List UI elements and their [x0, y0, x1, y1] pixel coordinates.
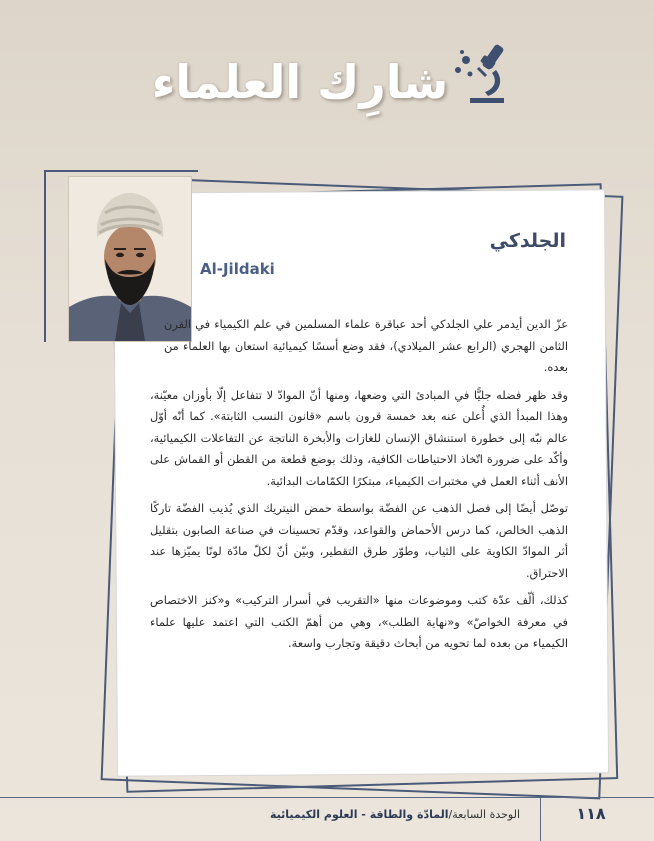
microscope-icon: [448, 38, 520, 110]
page-title: شارِك العلماء: [151, 55, 449, 109]
paragraph: كذلك، ألّف عدّة كتب وموضوعات منها «التقريب في أسرار التركيب» و«كنز الاختصاص في معرفة الخواصّ» و«نهاية الطلب»، وهي من أهمّ الكتب التي اعتمد عليها علماء الكيمياء من بعده لما تحويه من أبحاث دقيقة وتجارب واسعة.: [150, 593, 568, 650]
footer-unit: الوحدة السابعة/: [448, 808, 520, 821]
footer-divider: [0, 797, 654, 798]
page-number: ١١٨: [576, 804, 606, 823]
footer-subject: المادّة والطاقة - العلوم الكيميائية: [270, 808, 449, 821]
footer-breadcrumb: [40, 808, 520, 821]
biography-text: [150, 314, 568, 661]
scientist-name-english: Al-Jildaki: [200, 260, 275, 278]
scientist-name-arabic: الجلدكي: [489, 230, 566, 252]
paragraph: توصّل أيضًا إلى فصل الذهب عن الفضّة بواسطة حمض النيتريك الذي يُذيب الفضّة تاركًا الذهب الخالص، كما درس الأحماض والقواعد، وقدّم تحسينات في صناعة الصابون بتقليل أثر الموادّ الكاوية على الثياب، وطوّر طرق التقطير، وبيّن أنّ لكلّ مادّة لونًا يميّزها عند الاحتراق.: [150, 501, 568, 580]
footer-separator: [540, 797, 541, 841]
paragraph: عزّ الدين أيدمر علي الجلدكي أحد عباقرة علماء المسلمين في علم الكيمياء في القرن الثامن الهجري (الرابع عشر الميلادي)، فقد وضع أسسًا كيميائية استعان بها العلماء من بعده.: [164, 317, 568, 374]
paragraph: وقد ظهر فضله جليًّا في المبادئ التي وضعها، ومنها أنّ الموادّ لا تتفاعل إلّا بأوزان معيّنة، وهذا المبدأ الذي أُعلن عنه بعد خمسة قرون باسم «قانون النسب الثابتة». كما أنّه أوّل عالم نبّه إلى خطورة استنشاق الإنسان للغازات والأبخرة الناتجة عن التفاعلات الكيميائية، وأكّد على ضرورة اتّخاذ الاحتياطات الكافية، وذلك بوضع قطعة من القطن أو القماش على الأنف أثناء العمل في مختبرات الكيمياء، مبتكرًا الكمّامات البدائية.: [150, 387, 568, 488]
